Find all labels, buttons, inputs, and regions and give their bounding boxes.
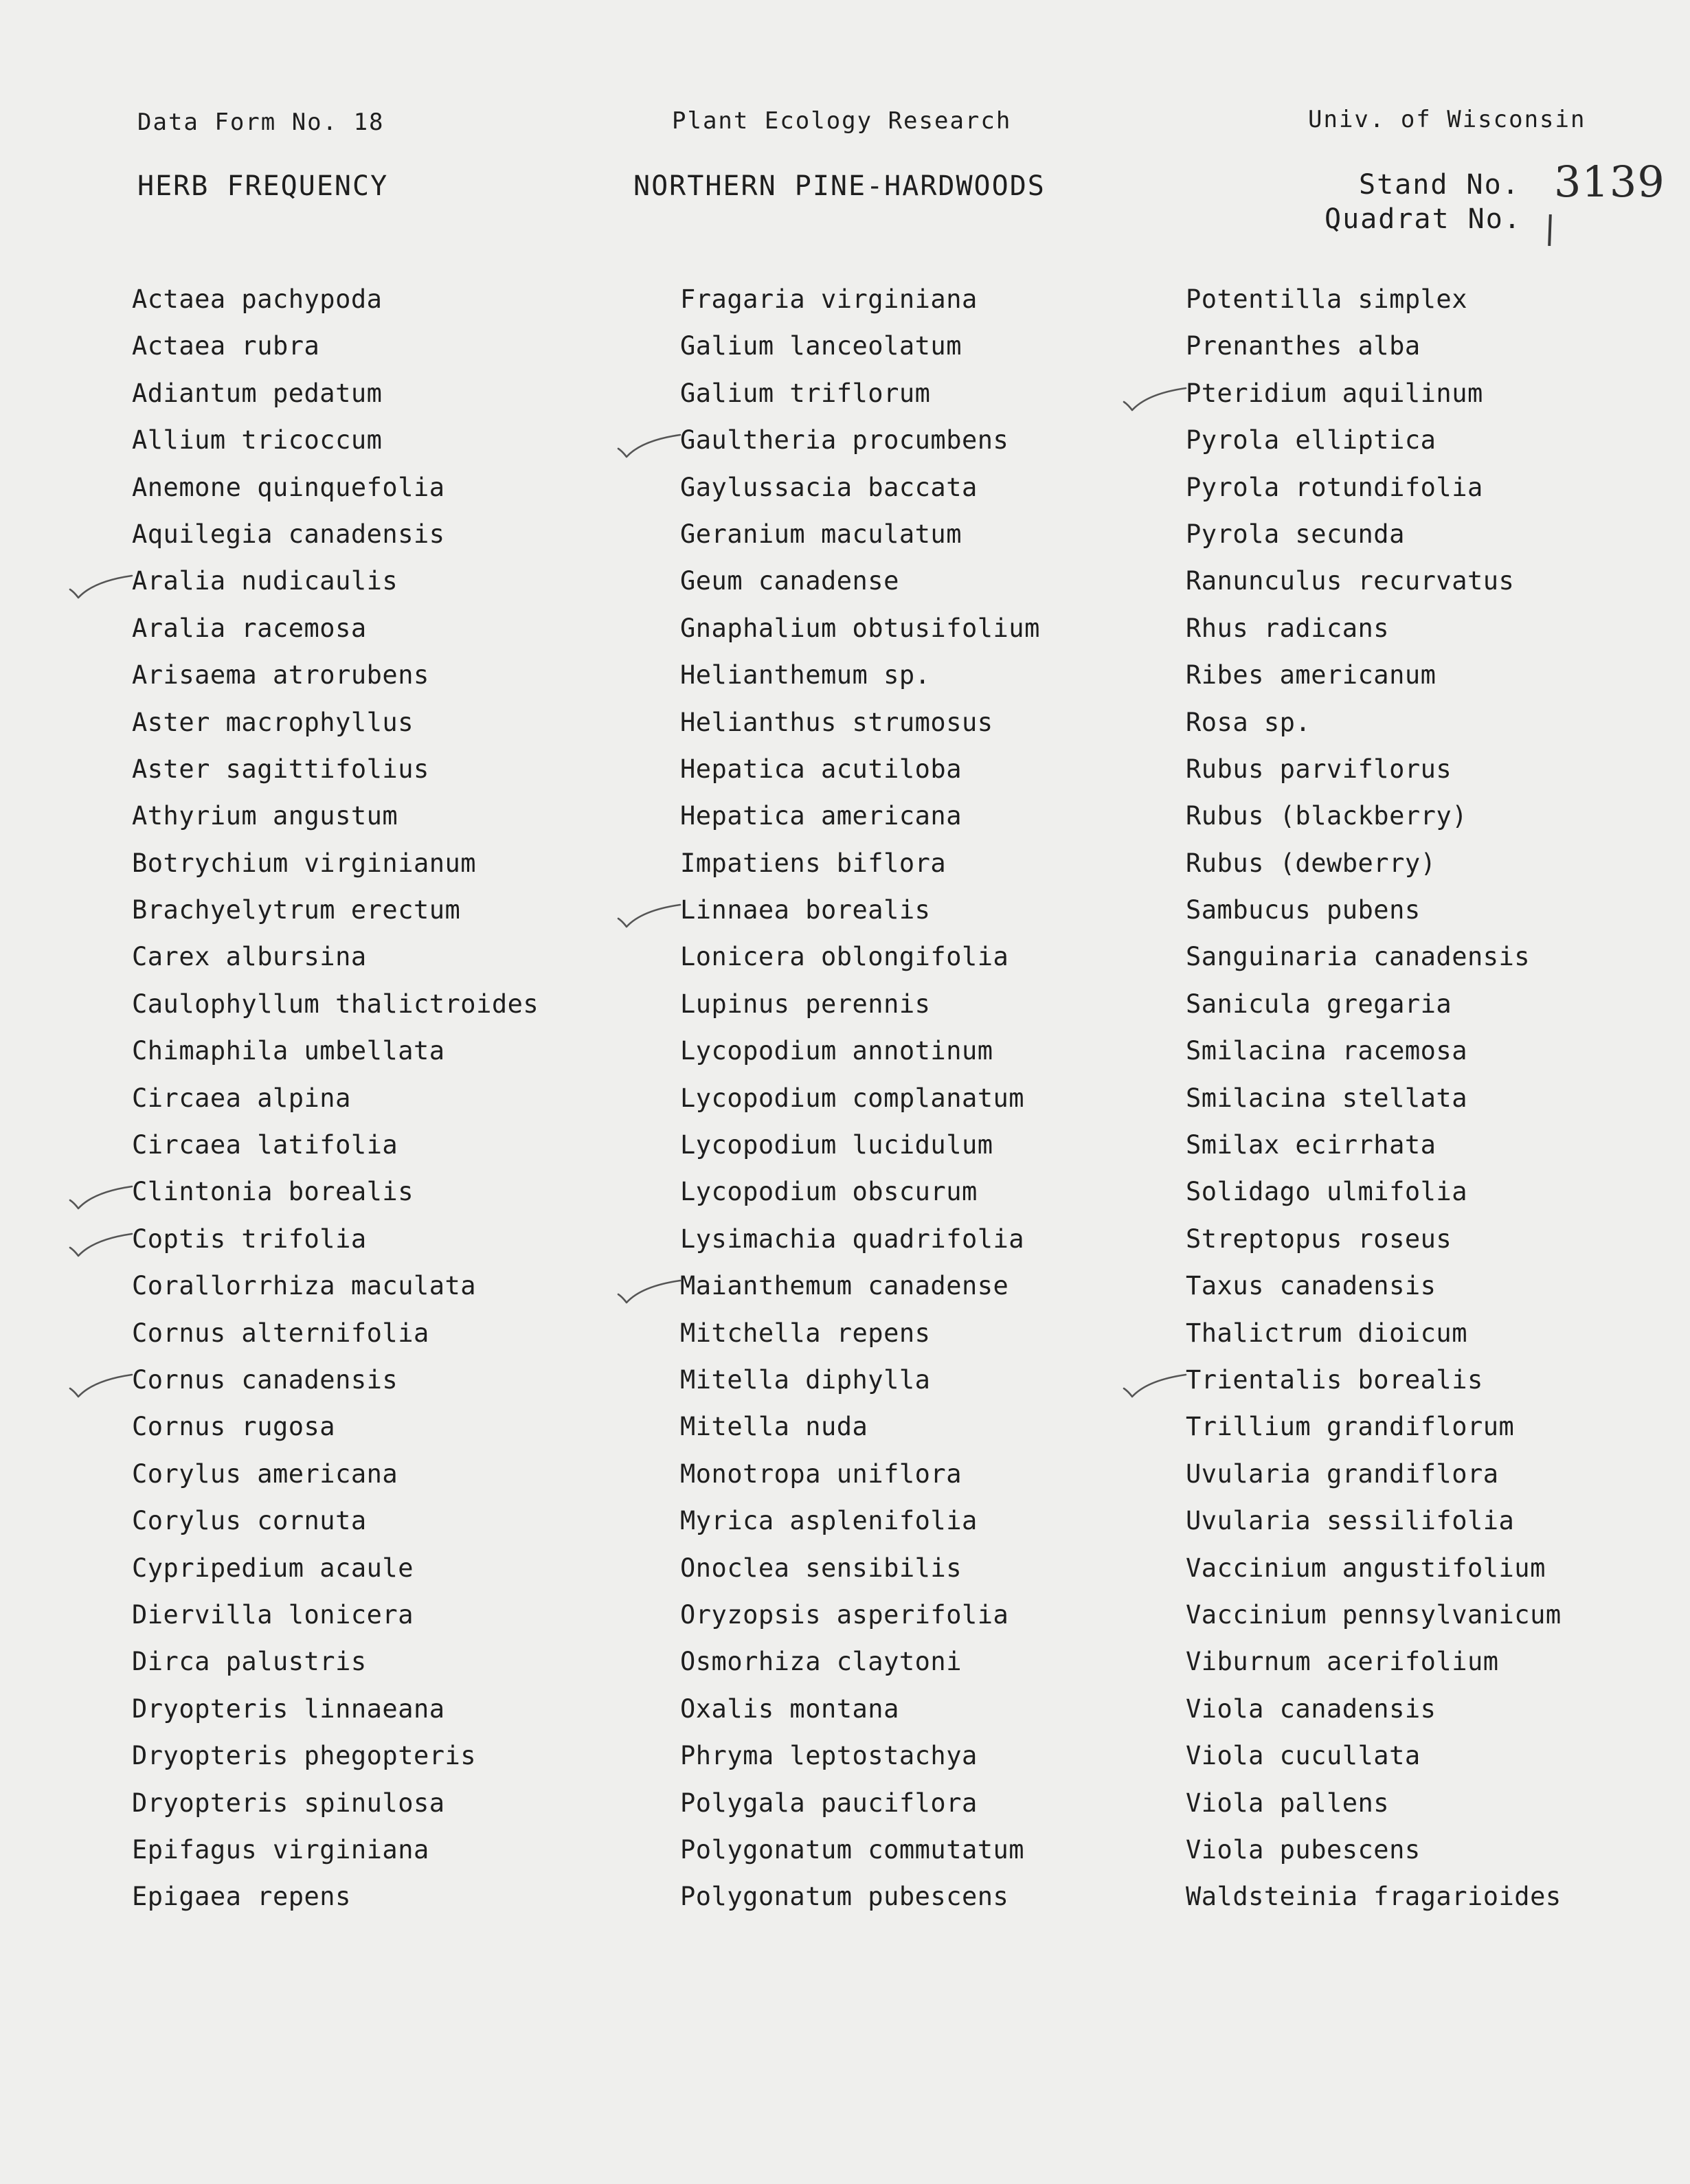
species-item — [1186, 652, 1562, 699]
species-name: Rubus parviflorus — [1186, 754, 1452, 784]
species-item — [1186, 605, 1562, 652]
species-item — [1186, 558, 1562, 605]
species-item — [1186, 1451, 1562, 1498]
species-item — [680, 1310, 1040, 1357]
species-name: Aquilegia canadensis — [132, 519, 445, 549]
species-name: Aralia nudicaulis — [132, 566, 398, 596]
species-item — [132, 1404, 539, 1450]
species-name: Actaea rubra — [132, 331, 320, 361]
species-item — [680, 934, 1040, 980]
species-item — [132, 1028, 539, 1074]
species-name: Brachyelytrum erectum — [132, 895, 461, 925]
species-name: Onoclea sensibilis — [680, 1553, 962, 1583]
species-item — [1186, 746, 1562, 793]
species-item — [132, 1733, 539, 1779]
species-name: Viburnum acerifolium — [1186, 1647, 1499, 1677]
species-name: Smilax ecirrhata — [1186, 1130, 1436, 1160]
species-item — [680, 370, 1040, 417]
species-name: Anemone quinquefolia — [132, 472, 445, 502]
species-item — [680, 1169, 1040, 1215]
species-name: Helianthemum sp. — [680, 660, 931, 690]
species-item — [132, 934, 539, 980]
species-item — [1186, 981, 1562, 1028]
species-name: Pyrola rotundifolia — [1186, 472, 1483, 502]
species-name: Rhus radicans — [1186, 613, 1390, 643]
species-name: Viola canadensis — [1186, 1693, 1436, 1724]
species-name: Helianthus strumosus — [680, 707, 993, 737]
species-item — [132, 699, 539, 746]
species-item — [1186, 1357, 1562, 1404]
species-item — [132, 558, 539, 605]
checkmark-icon — [66, 1184, 135, 1211]
form-title: HERB FREQUENCY — [137, 170, 389, 202]
species-name: Ranunculus recurvatus — [1186, 566, 1515, 596]
species-item — [680, 699, 1040, 746]
species-name: Dryopteris spinulosa — [132, 1788, 445, 1818]
species-name: Linnaea borealis — [680, 895, 931, 925]
species-name: Coptis trifolia — [132, 1224, 367, 1254]
species-name: Cornus canadensis — [132, 1364, 398, 1395]
species-item — [132, 1780, 539, 1827]
species-item — [132, 887, 539, 934]
species-item — [132, 276, 539, 323]
species-name: Sanguinaria canadensis — [1186, 942, 1531, 972]
species-item — [1186, 1873, 1562, 1920]
species-name: Dryopteris phegopteris — [132, 1741, 477, 1771]
species-item — [132, 652, 539, 699]
species-item — [680, 1498, 1040, 1544]
species-name: Dirca palustris — [132, 1647, 367, 1677]
checkmark-icon — [1120, 385, 1188, 413]
checkmark-icon — [66, 1231, 135, 1259]
species-name: Monotropa uniflora — [680, 1459, 962, 1489]
species-item — [132, 1873, 539, 1920]
species-name: Lupinus perennis — [680, 989, 931, 1019]
species-name: Polygonatum commutatum — [680, 1834, 1025, 1865]
species-name: Aster macrophyllus — [132, 707, 414, 737]
species-name: Smilacina stellata — [1186, 1083, 1467, 1113]
species-name: Lycopodium complanatum — [680, 1083, 1025, 1113]
species-name: Cornus rugosa — [132, 1412, 336, 1442]
species-name: Mitchella repens — [680, 1318, 931, 1348]
stand-label: Stand No. — [1359, 169, 1520, 201]
species-name: Galium triflorum — [680, 378, 931, 408]
species-item — [132, 1310, 539, 1357]
species-name: Osmorhiza claytoni — [680, 1647, 962, 1677]
species-column-1 — [132, 276, 539, 1921]
checkmark-icon — [1120, 1372, 1188, 1399]
species-item — [680, 981, 1040, 1028]
species-name: Geum canadense — [680, 566, 899, 596]
species-item — [680, 1451, 1040, 1498]
species-item — [680, 1075, 1040, 1122]
species-item — [1186, 887, 1562, 934]
species-item — [132, 1122, 539, 1169]
species-item — [680, 1780, 1040, 1827]
species-item — [680, 605, 1040, 652]
quadrat-label: Quadrat No. — [1325, 203, 1522, 235]
species-name: Viola cucullata — [1186, 1741, 1421, 1771]
species-item — [132, 511, 539, 558]
species-item — [132, 746, 539, 793]
species-name: Galium lanceolatum — [680, 331, 962, 361]
species-name: Uvularia grandiflora — [1186, 1459, 1499, 1489]
species-item — [680, 1263, 1040, 1309]
species-name: Geranium maculatum — [680, 519, 962, 549]
species-item — [1186, 370, 1562, 417]
species-item — [132, 1216, 539, 1263]
species-name: Cornus alternifolia — [132, 1318, 429, 1348]
species-name: Athyrium angustum — [132, 801, 398, 831]
species-item — [1186, 1169, 1562, 1215]
species-name: Potentilla simplex — [1186, 284, 1467, 314]
species-item — [132, 605, 539, 652]
species-name: Aster sagittifolius — [132, 754, 429, 784]
species-name: Polygonatum pubescens — [680, 1882, 1009, 1912]
species-name: Mitella nuda — [680, 1412, 868, 1442]
species-name: Streptopus roseus — [1186, 1224, 1452, 1254]
species-name: Dryopteris linnaeana — [132, 1693, 445, 1724]
species-name: Polygala pauciflora — [680, 1788, 978, 1818]
species-name: Botrychium virginianum — [132, 848, 477, 878]
species-item — [680, 417, 1040, 464]
species-item — [132, 464, 539, 511]
species-item — [1186, 1686, 1562, 1733]
species-name: Circaea alpina — [132, 1083, 351, 1113]
species-name: Viola pubescens — [1186, 1834, 1421, 1865]
species-item — [680, 1592, 1040, 1639]
checkmark-icon — [614, 1278, 683, 1305]
species-name: Epigaea repens — [132, 1882, 351, 1912]
species-item — [680, 1639, 1040, 1685]
species-name: Fragaria virginiana — [680, 284, 978, 314]
species-column-3 — [1186, 276, 1562, 1921]
species-item — [132, 1169, 539, 1215]
species-name: Phryma leptostachya — [680, 1741, 978, 1771]
species-name: Pyrola secunda — [1186, 519, 1405, 549]
species-name: Thalictrum dioicum — [1186, 1318, 1467, 1348]
species-name: Trientalis borealis — [1186, 1364, 1483, 1395]
species-item — [680, 1357, 1040, 1404]
community-title: NORTHERN PINE-HARDWOODS — [633, 170, 1046, 202]
species-name: Solidago ulmifolia — [1186, 1177, 1467, 1207]
species-name: Rubus (blackberry) — [1186, 801, 1467, 831]
species-item — [132, 1545, 539, 1592]
species-name: Mitella diphylla — [680, 1364, 931, 1395]
species-item — [1186, 1310, 1562, 1357]
species-item — [1186, 1545, 1562, 1592]
species-item — [680, 652, 1040, 699]
species-item — [680, 323, 1040, 370]
species-item — [1186, 840, 1562, 887]
species-name: Prenanthes alba — [1186, 331, 1421, 361]
species-item — [1186, 1075, 1562, 1122]
form-number: Data Form No. 18 — [137, 109, 385, 136]
species-item — [132, 1827, 539, 1873]
species-item — [1186, 699, 1562, 746]
species-item — [680, 1545, 1040, 1592]
species-name: Lycopodium annotinum — [680, 1036, 993, 1066]
species-name: Vaccinium pennsylvanicum — [1186, 1599, 1562, 1630]
species-item — [680, 1216, 1040, 1263]
species-name: Diervilla lonicera — [132, 1599, 414, 1630]
species-item — [1186, 1780, 1562, 1827]
species-item — [132, 1639, 539, 1685]
species-item — [132, 417, 539, 464]
species-item — [680, 558, 1040, 605]
species-item — [132, 1263, 539, 1309]
quadrat-number-handwritten-mark — [1548, 214, 1552, 246]
species-name: Gaylussacia baccata — [680, 472, 978, 502]
species-item — [1186, 934, 1562, 980]
species-item — [132, 1357, 539, 1404]
species-name: Actaea pachypoda — [132, 284, 383, 314]
species-name: Waldsteinia fragarioides — [1186, 1882, 1562, 1912]
species-name: Rosa sp. — [1186, 707, 1311, 737]
species-item — [1186, 464, 1562, 511]
species-item — [680, 1686, 1040, 1733]
species-name: Sambucus pubens — [1186, 895, 1421, 925]
stand-number-handwritten: 3139 — [1554, 157, 1665, 207]
species-name: Hepatica acutiloba — [680, 754, 962, 784]
species-item — [680, 1122, 1040, 1169]
species-item — [680, 1873, 1040, 1920]
species-item — [680, 887, 1040, 934]
species-item — [680, 1733, 1040, 1779]
species-name: Adiantum pedatum — [132, 378, 383, 408]
species-name: Hepatica americana — [680, 801, 962, 831]
university-name: Univ. of Wisconsin — [1308, 106, 1586, 133]
species-name: Corylus cornuta — [132, 1506, 367, 1536]
species-item — [132, 1451, 539, 1498]
species-name: Pyrola elliptica — [1186, 425, 1436, 455]
species-item — [132, 1075, 539, 1122]
species-name: Clintonia borealis — [132, 1177, 414, 1207]
species-name: Gaultheria procumbens — [680, 425, 1009, 455]
checkmark-icon — [614, 432, 683, 460]
species-item — [1186, 1263, 1562, 1309]
species-item — [1186, 323, 1562, 370]
species-item — [1186, 1733, 1562, 1779]
species-item — [680, 840, 1040, 887]
species-name: Lonicera oblongifolia — [680, 942, 1009, 972]
species-name: Carex albursina — [132, 942, 367, 972]
species-item — [1186, 1404, 1562, 1450]
species-item — [132, 793, 539, 840]
species-name: Epifagus virginiana — [132, 1834, 429, 1865]
species-name: Vaccinium angustifolium — [1186, 1553, 1546, 1583]
species-item — [1186, 1216, 1562, 1263]
species-name: Arisaema atrorubens — [132, 660, 429, 690]
checkmark-icon — [66, 573, 135, 600]
species-item — [1186, 793, 1562, 840]
species-item — [1186, 276, 1562, 323]
species-name: Sanicula gregaria — [1186, 989, 1452, 1019]
species-item — [680, 511, 1040, 558]
species-item — [132, 1498, 539, 1544]
species-item — [132, 1686, 539, 1733]
species-name: Taxus canadensis — [1186, 1271, 1436, 1301]
species-item — [680, 1028, 1040, 1074]
species-name: Oryzopsis asperifolia — [680, 1599, 1009, 1630]
checkmark-icon — [66, 1372, 135, 1399]
species-name: Chimaphila umbellata — [132, 1036, 445, 1066]
species-name: Lycopodium obscurum — [680, 1177, 978, 1207]
species-name: Myrica asplenifolia — [680, 1506, 978, 1536]
species-column-2 — [680, 276, 1040, 1921]
species-name: Allium tricoccum — [132, 425, 383, 455]
species-name: Pteridium aquilinum — [1186, 378, 1483, 408]
species-name: Oxalis montana — [680, 1693, 899, 1724]
species-item — [680, 464, 1040, 511]
species-item — [1186, 1028, 1562, 1074]
species-name: Rubus (dewberry) — [1186, 848, 1436, 878]
species-name: Viola pallens — [1186, 1788, 1390, 1818]
species-item — [1186, 511, 1562, 558]
species-name: Smilacina racemosa — [1186, 1036, 1467, 1066]
species-item — [680, 746, 1040, 793]
species-item — [1186, 1592, 1562, 1639]
species-item — [680, 1404, 1040, 1450]
species-name: Corallorrhiza maculata — [132, 1271, 477, 1301]
species-item — [680, 276, 1040, 323]
species-item — [1186, 1827, 1562, 1873]
species-item — [680, 1827, 1040, 1873]
species-name: Uvularia sessilifolia — [1186, 1506, 1515, 1536]
species-item — [1186, 1498, 1562, 1544]
checkmark-icon — [614, 902, 683, 930]
species-name: Aralia racemosa — [132, 613, 367, 643]
species-name: Maianthemum canadense — [680, 1271, 1009, 1301]
species-item — [1186, 1639, 1562, 1685]
species-item — [132, 370, 539, 417]
species-item — [1186, 417, 1562, 464]
species-name: Circaea latifolia — [132, 1130, 398, 1160]
species-name: Cypripedium acaule — [132, 1553, 414, 1583]
species-name: Impatiens biflora — [680, 848, 947, 878]
species-name: Ribes americanum — [1186, 660, 1436, 690]
species-item — [132, 1592, 539, 1639]
organization-name: Plant Ecology Research — [672, 107, 1012, 135]
species-name: Trillium grandiflorum — [1186, 1412, 1515, 1442]
species-name: Gnaphalium obtusifolium — [680, 613, 1040, 643]
species-item — [132, 840, 539, 887]
species-name: Caulophyllum thalictroides — [132, 989, 539, 1019]
species-item — [132, 981, 539, 1028]
species-name: Lysimachia quadrifolia — [680, 1224, 1025, 1254]
species-name: Corylus americana — [132, 1459, 398, 1489]
species-item — [132, 323, 539, 370]
species-item — [680, 793, 1040, 840]
species-name: Lycopodium lucidulum — [680, 1130, 993, 1160]
species-item — [1186, 1122, 1562, 1169]
